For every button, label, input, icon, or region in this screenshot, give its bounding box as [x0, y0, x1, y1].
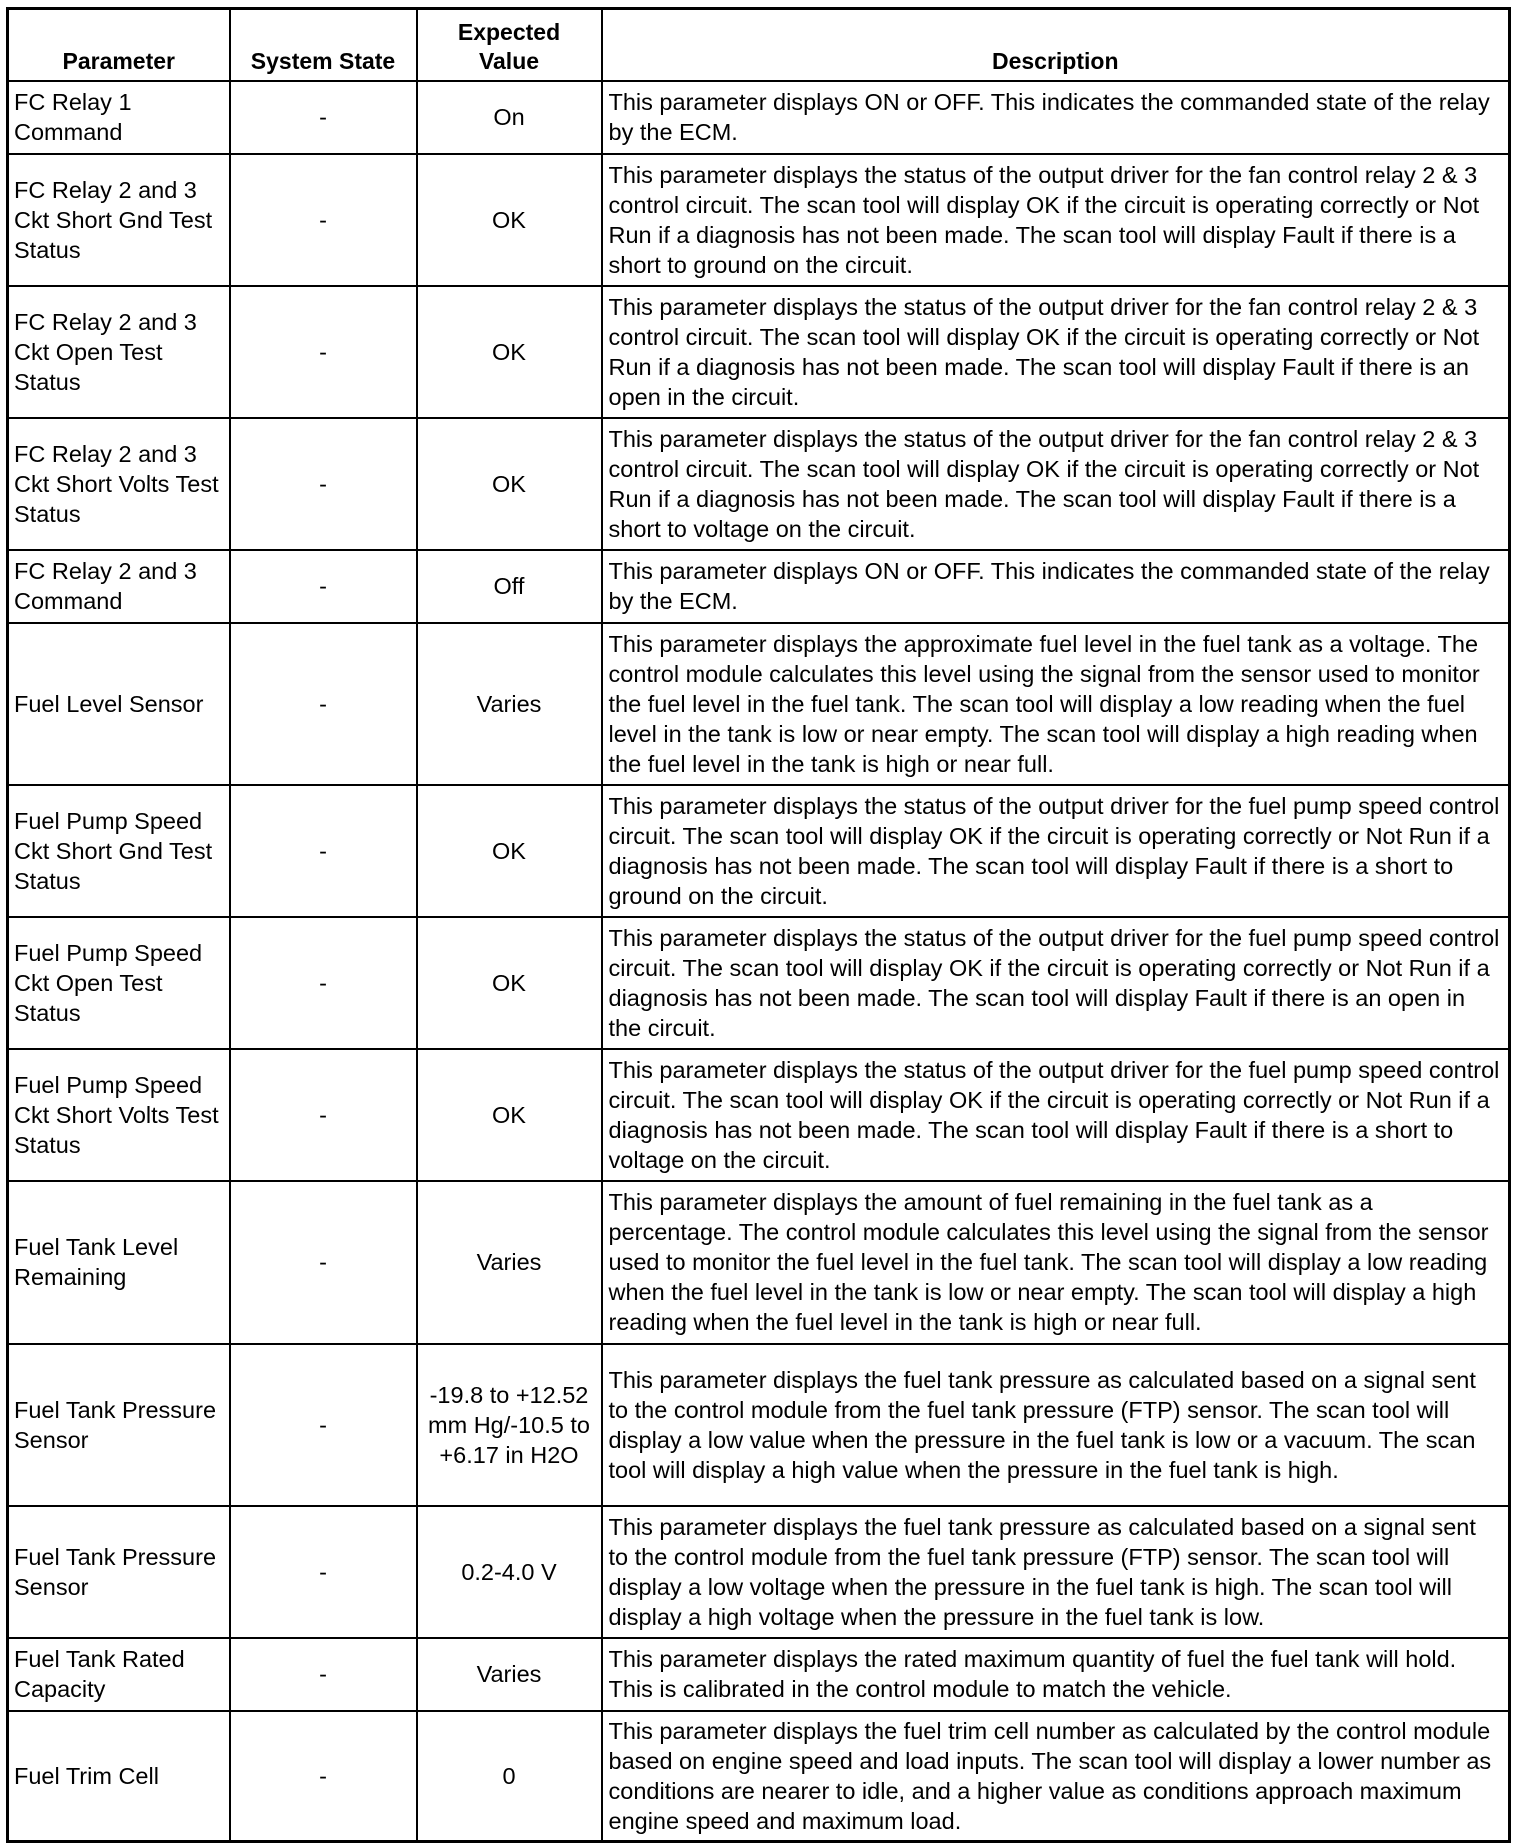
table-row [8, 1344, 1510, 1506]
parameter-description: This parameter displays the fuel tank pressure as calculated based on a signal sent to the control module from the fuel tank pressure (FTP) sensor. The scan tool will display a low value when the pressure in the fuel tank is low or a vacuum. The scan tool will display a high value when the pressure in the fuel tank is high. [602, 1344, 1510, 1506]
parameter-name: FC Relay 1 Command [8, 81, 230, 154]
parameter-description: This parameter displays the status of the output driver for the fan control relay 2 & 3 control circuit. The scan tool will display OK if the circuit is operating correctly or Not Run if a diagnosis has not been made. The scan tool will display Fault if there is a short to voltage on the circuit. [602, 418, 1510, 550]
table-row [8, 286, 1510, 418]
table-row [8, 1181, 1510, 1344]
system-state: - [230, 917, 417, 1049]
system-state: - [230, 1181, 417, 1344]
expected-value: OK [417, 286, 602, 418]
parameter-description: This parameter displays ON or OFF. This indicates the commanded state of the relay by the ECM. [602, 550, 1510, 623]
parameter-name: FC Relay 2 and 3 Ckt Short Volts Test Status [8, 418, 230, 550]
table-row [8, 1506, 1510, 1638]
system-state: - [230, 1711, 417, 1842]
table-row [8, 785, 1510, 917]
parameter-name: Fuel Trim Cell [8, 1711, 230, 1842]
parameter-name: Fuel Tank Level Remaining [8, 1181, 230, 1344]
parameter-name: Fuel Pump Speed Ckt Open Test Status [8, 917, 230, 1049]
parameter-name: FC Relay 2 and 3 Ckt Short Gnd Test Status [8, 154, 230, 286]
expected-value: OK [417, 154, 602, 286]
parameter-description: This parameter displays the fuel tank pressure as calculated based on a signal sent to the control module from the fuel tank pressure (FTP) sensor. The scan tool will display a low voltage when the pressure in the fuel tank is high. The scan tool will display a high voltage when the pressure in the fuel tank is low. [602, 1506, 1510, 1638]
header-expected-value: Expected Value [417, 9, 602, 81]
system-state: - [230, 550, 417, 623]
parameter-description: This parameter displays the rated maximum quantity of fuel the fuel tank will hold. This is calibrated in the control module to match the vehicle. [602, 1638, 1510, 1711]
parameter-description: This parameter displays the status of the output driver for the fan control relay 2 & 3 control circuit. The scan tool will display OK if the circuit is operating correctly or Not Run if a diagnosis has not been made. The scan tool will display Fault if there is a short to ground on the circuit. [602, 154, 1510, 286]
system-state: - [230, 154, 417, 286]
table-row [8, 1638, 1510, 1711]
parameter-description: This parameter displays ON or OFF. This indicates the commanded state of the relay by the ECM. [602, 81, 1510, 154]
parameter-name: Fuel Tank Pressure Sensor [8, 1506, 230, 1638]
system-state: - [230, 1638, 417, 1711]
table-row [8, 418, 1510, 550]
header-system-state: System State [230, 9, 417, 81]
parameter-description: This parameter displays the status of the output driver for the fan control relay 2 & 3 control circuit. The scan tool will display OK if the circuit is operating correctly or Not Run if a diagnosis has not been made. The scan tool will display Fault if there is an open in the circuit. [602, 286, 1510, 418]
table-row [8, 917, 1510, 1049]
parameter-description: This parameter displays the fuel trim cell number as calculated by the control module based on engine speed and load inputs. The scan tool will display a lower number as conditions are nearer to idle, and a higher value as conditions approach maximum engine speed and maximum load. [602, 1711, 1510, 1842]
parameter-name: Fuel Pump Speed Ckt Short Gnd Test Status [8, 785, 230, 917]
parameter-table [6, 7, 1511, 1843]
expected-value: Varies [417, 623, 602, 785]
system-state: - [230, 1049, 417, 1181]
expected-value: Off [417, 550, 602, 623]
expected-value: OK [417, 418, 602, 550]
system-state: - [230, 1344, 417, 1506]
system-state: - [230, 623, 417, 785]
expected-value: Varies [417, 1638, 602, 1711]
parameter-description: This parameter displays the status of the output driver for the fuel pump speed control circuit. The scan tool will display OK if the circuit is operating correctly or Not Run if a diagnosis has not been made. The scan tool will display Fault if there is a short to ground on the circuit. [602, 785, 1510, 917]
system-state: - [230, 418, 417, 550]
table-row [8, 154, 1510, 286]
parameter-name: Fuel Tank Rated Capacity [8, 1638, 230, 1711]
system-state: - [230, 1506, 417, 1638]
table-header-row [8, 9, 1510, 81]
expected-value: Varies [417, 1181, 602, 1344]
table-row [8, 623, 1510, 785]
expected-value: 0 [417, 1711, 602, 1842]
expected-value: OK [417, 1049, 602, 1181]
parameter-name: Fuel Tank Pressure Sensor [8, 1344, 230, 1506]
parameter-description: This parameter displays the amount of fuel remaining in the fuel tank as a percentage. The control module calculates this level using the signal from the sensor used to monitor the fuel level in the fuel tank. The scan tool will display a low reading when the fuel level in the tank is low or near empty. The scan tool will display a high reading when the fuel level in the tank is high or near full. [602, 1181, 1510, 1344]
table-row [8, 1711, 1510, 1842]
table-row [8, 1049, 1510, 1181]
expected-value: 0.2-4.0 V [417, 1506, 602, 1638]
header-parameter: Parameter [8, 9, 230, 81]
table-row [8, 81, 1510, 154]
system-state: - [230, 286, 417, 418]
expected-value: -19.8 to +12.52 mm Hg/-10.5 to +6.17 in H2O [417, 1344, 602, 1506]
parameter-name: Fuel Pump Speed Ckt Short Volts Test Status [8, 1049, 230, 1181]
expected-value: OK [417, 917, 602, 1049]
header-description: Description [602, 9, 1510, 81]
parameter-description: This parameter displays the status of the output driver for the fuel pump speed control circuit. The scan tool will display OK if the circuit is operating correctly or Not Run if a diagnosis has not been made. The scan tool will display Fault if there is an open in the circuit. [602, 917, 1510, 1049]
expected-value: On [417, 81, 602, 154]
parameter-name: Fuel Level Sensor [8, 623, 230, 785]
parameter-description: This parameter displays the approximate fuel level in the fuel tank as a voltage. The control module calculates this level using the signal from the sensor used to monitor the fuel level in the fuel tank. The scan tool will display a low reading when the fuel level in the tank is low or near empty. The scan tool will display a high reading when the fuel level in the tank is high or near full. [602, 623, 1510, 785]
parameter-name: FC Relay 2 and 3 Ckt Open Test Status [8, 286, 230, 418]
system-state: - [230, 81, 417, 154]
system-state: - [230, 785, 417, 917]
expected-value: OK [417, 785, 602, 917]
parameter-name: FC Relay 2 and 3 Command [8, 550, 230, 623]
parameter-description: This parameter displays the status of the output driver for the fuel pump speed control circuit. The scan tool will display OK if the circuit is operating correctly or Not Run if a diagnosis has not been made. The scan tool will display Fault if there is a short to voltage on the circuit. [602, 1049, 1510, 1181]
table-row [8, 550, 1510, 623]
